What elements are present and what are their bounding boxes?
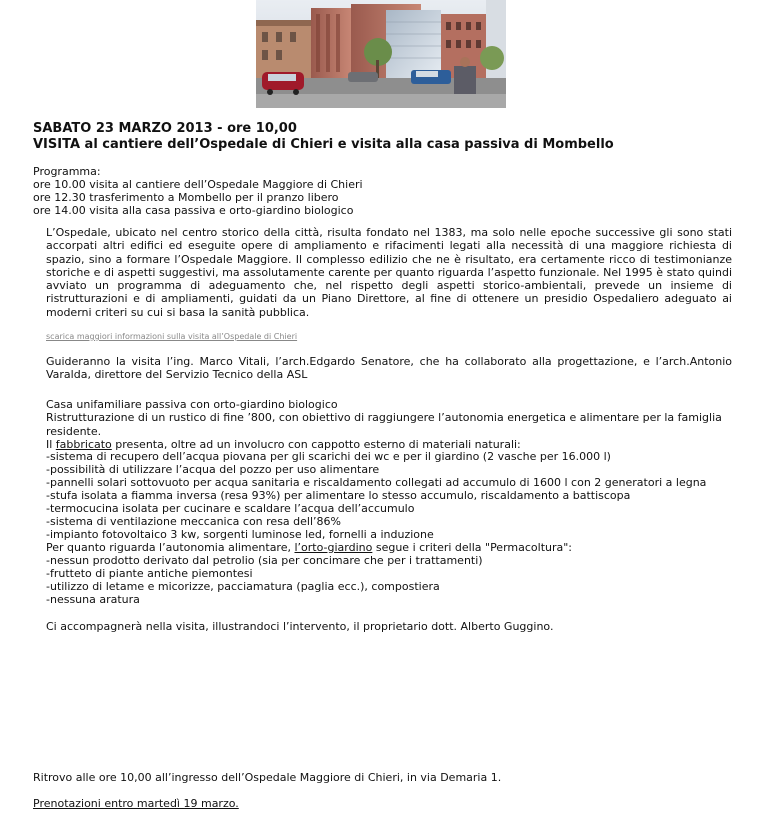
autonomia-suffix: segue i criteri della "Permacoltura": — [372, 541, 573, 554]
fabbricato-link[interactable]: fabbricato — [55, 437, 112, 451]
more-info-link[interactable]: scarica maggiori informazioni sulla visita all’Ospedale di Chieri — [46, 332, 298, 341]
fabbricato-prefix: Il — [46, 437, 56, 451]
feature-item: -sistema di ventilazione meccanica con resa dell’86% — [46, 515, 341, 528]
feature-item: -impianto fotovoltaico 3 kw, sorgenti luminose led, fornelli a induzione — [46, 528, 434, 541]
event-title-block — [33, 121, 753, 153]
casa-passiva-section — [46, 398, 736, 451]
feature-item: -stufa isolata a fiamma inversa (resa 93%) per alimentare lo stesso accumulo, riscaldamento a battiscopa — [46, 489, 631, 502]
orto-item: -frutteto di piante antiche piemontesi — [46, 567, 253, 580]
feature-item: -sistema di recupero dell’acqua piovana per gli scarichi dei wc e per il giardino (2 vasche per 16.000 l) — [46, 450, 611, 463]
orto-item: -utilizzo di letame e micorizze, pacciamatura (paglia ecc.), compostiera — [46, 580, 440, 593]
orto-item: -nessun prodotto derivato dal petrolio (sia per concimare che per i trattamenti) — [46, 554, 483, 567]
programma-item: ore 14.00 visita alla casa passiva e orto-giardino biologico — [33, 204, 354, 217]
programma-item: ore 10.00 visita al cantiere dell’Ospedale Maggiore di Chieri — [33, 178, 363, 191]
feature-item: -pannelli solari sottovuoto per acqua sanitaria e riscaldamento collegati ad accumulo di 1600 l con 2 generatori a legna — [46, 476, 707, 489]
guides-paragraph: Guideranno la visita l’ing. Marco Vitali, l’arch.Edgardo Senatore, che ha collaborato alla progettazione, e l’arch.Antonio Varalda, direttore del Servizio Tecnico della ASL — [46, 355, 732, 382]
meeting-point-text: Ritrovo alle ore 10,00 all’ingresso dell’Ospedale Maggiore di Chieri, in via Demaria 1. — [33, 771, 502, 784]
host-note: Ci accompagnerà nella visita, illustrandoci l’intervento, il proprietario dott. Alberto Guggino. — [46, 620, 554, 633]
fabbricato-suffix: presenta, oltre ad un involucro con cappotto esterno di materiali naturali: — [111, 437, 521, 451]
features-list — [46, 450, 736, 606]
casa-heading: Casa unifamiliare passiva con orto-giardino biologico — [46, 398, 338, 411]
booking-deadline-link[interactable]: Prenotazioni entro martedì 19 marzo. — [33, 797, 239, 810]
programma-item: ore 12.30 trasferimento a Mombello per il pranzo libero — [33, 191, 339, 204]
autonomia-line — [46, 541, 736, 554]
event-subtitle-heading: VISITA al cantiere dell’Ospedale di Chieri e visita alla casa passiva di Mombello — [33, 137, 614, 152]
casa-ristrutturazione-text: Ristrutturazione di un rustico di fine ’800, con obiettivo di raggiungere l’autonomia energetica e alimentare per la famiglia residente. — [46, 411, 722, 438]
programma-section — [33, 165, 733, 217]
programma-heading: Programma: — [33, 165, 101, 178]
hospital-description-paragraph: L’Ospedale, ubicato nel centro storico della città, risulta fondato nel 1383, ma solo nelle epoche successive gli sono stati accorpati altri edifici ed eseguite opere di ampliamento e rifacimenti legati alla necessità di una maggiore richiesta di spazio, sino a formare l’Ospedale Maggiore. Il complesso edilizio che ne è risultato, era certamente ricco di testimonianze storiche e di aspetti suggestivi, ma assolutamente carente per quanto riguarda l’aspetto funzionale. Nel 1995 è stato quindi avviato un programma di adeguamento che, nel rispetto degli aspetti storico-ambientali, prevede un insieme di ristrutturazioni e di ampliamenti, guidati da un Piano Direttore, al fine di ottenere un presidio Ospedaliero adeguato ai moderni criteri su cui si basa la sanità pubblica. — [46, 226, 732, 319]
autonomia-prefix: Per quanto riguarda l’autonomia alimentare, — [46, 541, 295, 554]
feature-item: -termocucina isolata per cucinare e scaldare l’acqua dell’accumulo — [46, 502, 415, 515]
orto-giardino-link[interactable]: l’orto-giardino — [294, 541, 373, 554]
hospital-rendering-image — [256, 0, 506, 108]
feature-item: -possibilità di utilizzare l’acqua del pozzo per uso alimentare — [46, 463, 380, 476]
orto-item: -nessuna aratura — [46, 593, 140, 606]
event-date-heading: SABATO 23 MARZO 2013 - ore 10,00 — [33, 121, 297, 136]
